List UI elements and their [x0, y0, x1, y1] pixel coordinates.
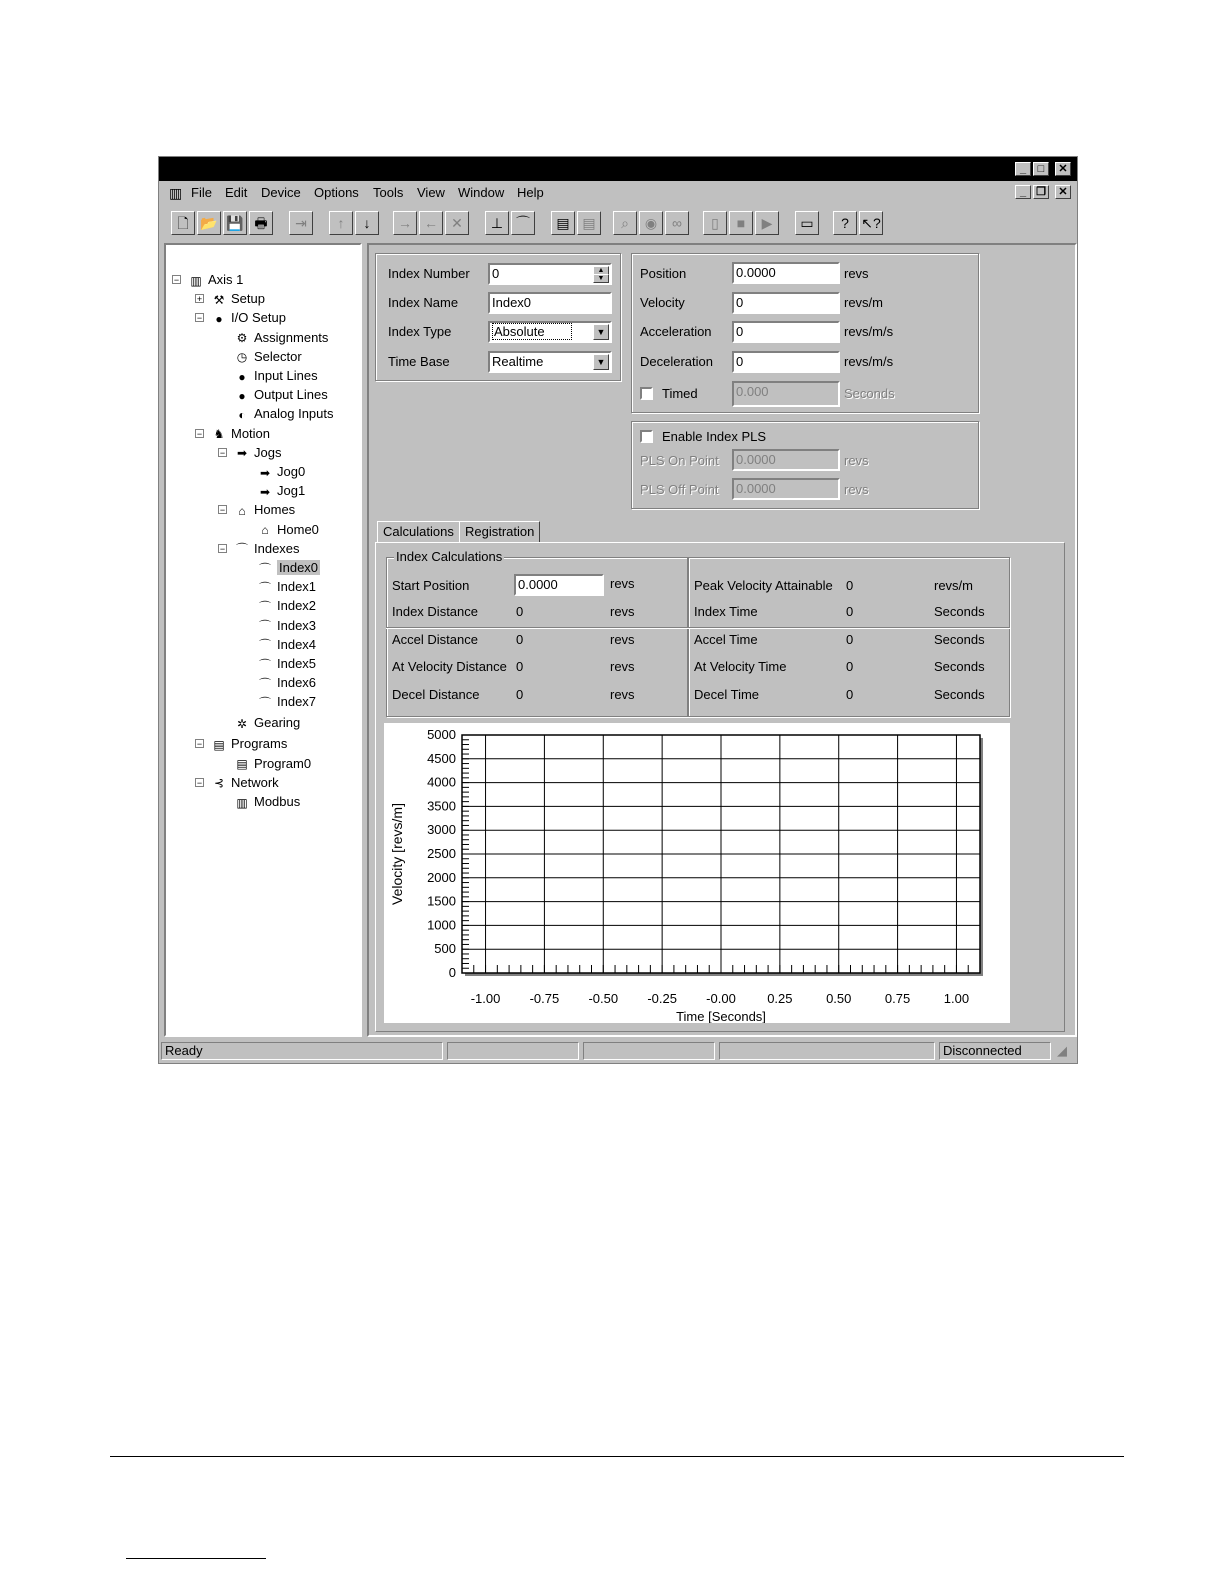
tree-item-label: Jogs [254, 444, 282, 460]
jogs-icon: ➡ [236, 446, 248, 461]
application-window [158, 156, 1078, 1064]
tree-item-label: Setup [231, 291, 265, 307]
time-base-label: Time Base [388, 354, 450, 369]
status-text: Ready [161, 1042, 443, 1060]
y-tick-label: 0 [448, 965, 456, 980]
index-editor-panel [367, 243, 1077, 1037]
menu-bar [159, 181, 1077, 203]
app-icon: ▥ [169, 185, 183, 201]
tree-item-index5[interactable] [257, 655, 316, 673]
indexes-icon: ⌒ [235, 542, 248, 557]
tree-item-label: Index2 [277, 598, 317, 614]
tree-item-label: Modbus [254, 794, 301, 809]
tree-item-label: Program0 [254, 755, 312, 771]
deceleration-label: Deceleration [640, 354, 713, 369]
mdi-minimize-button[interactable]: _ [1015, 185, 1031, 199]
calc-left-value: 0 [516, 604, 524, 619]
spin-down-icon[interactable]: ▼ [593, 274, 609, 283]
calc-left-label: At Velocity Distance [392, 659, 507, 674]
velocity-unit: revs/m [844, 295, 883, 310]
gearing-icon: ✲ [236, 716, 248, 731]
calc-left-unit: revs [610, 659, 635, 674]
calc-right-value: 0 [846, 632, 854, 647]
pls-on-field[interactable]: 0.0000 [732, 449, 840, 471]
x-tick-label: -0.50 [588, 991, 619, 1006]
position-field[interactable]: 0.0000 [732, 262, 840, 284]
index-icon: ⌒ [258, 657, 271, 672]
index-name-label: Index Name [388, 295, 459, 310]
tree-item-selector[interactable] [234, 348, 302, 366]
home-icon: ⌂ [261, 523, 269, 538]
analog-inputs-icon: ◐ [238, 407, 246, 422]
collapse-icon[interactable]: − [196, 777, 203, 788]
velocity-field[interactable]: 0 [732, 292, 840, 314]
output-lines-icon: ● [238, 388, 246, 403]
stop-icon[interactable]: ✕ [445, 211, 469, 235]
calc-right-unit: Seconds [934, 659, 985, 674]
tree-item-analog-inputs[interactable] [234, 405, 334, 423]
calc-right-value: 0 [846, 659, 854, 674]
tree-item-label: Home0 [277, 521, 319, 537]
x-tick-label: 0.50 [826, 991, 852, 1006]
calc-left-value: 0 [516, 687, 524, 702]
toolbar [163, 207, 1073, 241]
y-tick-label: 2000 [427, 869, 456, 885]
upload-icon[interactable]: ↑ [329, 211, 353, 235]
x-tick-label: 0.25 [767, 991, 793, 1006]
tree-item-axis-1[interactable] [188, 271, 243, 289]
network-icon: ⊰ [213, 776, 225, 791]
y-tick-label: 1500 [427, 893, 456, 909]
status-bar [159, 1039, 1077, 1063]
index-pls-group [631, 421, 979, 509]
monitor-icon[interactable]: ◉ [639, 211, 663, 235]
index-icon: ⌒ [258, 695, 271, 710]
status-panel-4 [719, 1042, 935, 1060]
calc-right-value: 0 [846, 604, 854, 619]
axis-icon: ▥ [190, 273, 202, 288]
tree-item-label: Output Lines [254, 387, 328, 403]
index-icon: ⌒ [258, 638, 271, 653]
menu-file[interactable]: File [191, 185, 212, 200]
index-icon: ⌒ [258, 580, 271, 595]
programs-icon: ▤ [213, 737, 225, 752]
tree-item-index3[interactable] [257, 617, 316, 635]
tree-item-setup[interactable] [211, 290, 265, 308]
position-unit: revs [844, 266, 869, 281]
pls-on-label: PLS On Point [640, 453, 719, 468]
index-icon: ⌒ [258, 619, 271, 634]
chevron-down-icon[interactable]: ▼ [593, 324, 609, 340]
enable-pls-label: Enable Index PLS [662, 429, 767, 444]
tree-item-label: I/O Setup [231, 310, 286, 326]
velocity-label: Velocity [640, 295, 685, 310]
calc-left-value: 0 [516, 632, 524, 647]
window-layout-icon[interactable]: ▭ [795, 211, 819, 235]
pls-off-field[interactable]: 0.0000 [732, 478, 840, 500]
tree-item-jog1[interactable] [257, 482, 305, 500]
program-view-icon[interactable]: ▤ [577, 211, 601, 235]
calc-right-label: Accel Time [694, 632, 758, 647]
tree-item-label: Jog0 [277, 464, 306, 479]
mdi-close-button[interactable]: ✕ [1055, 185, 1071, 199]
tree-item-label: Assignments [254, 329, 329, 345]
index-name-field[interactable]: Index0 [488, 292, 612, 314]
calc-right-label: Decel Time [694, 687, 760, 702]
collapse-icon[interactable]: − [196, 739, 203, 750]
calc-left-unit: revs [610, 632, 635, 647]
timed-unit: Seconds [844, 386, 895, 401]
acceleration-unit: revs/m/s [844, 324, 894, 339]
acceleration-label: Acceleration [640, 324, 712, 339]
motion-parameters-group [631, 253, 979, 413]
tree-item-label: Selector [254, 348, 302, 364]
print-icon[interactable]: 🖶 [249, 211, 273, 235]
collapse-icon[interactable]: − [196, 428, 203, 439]
index-type-label: Index Type [388, 324, 452, 339]
io-setup-icon: ● [215, 311, 223, 326]
resize-grip-icon[interactable]: ◢ [1057, 1043, 1067, 1058]
tree-item-i-o-setup[interactable] [211, 309, 286, 327]
position-label: Position [640, 266, 687, 281]
calc-right-unit: Seconds [934, 632, 985, 647]
maximize-button[interactable]: □ [1033, 162, 1049, 176]
index-icon: ⌒ [258, 599, 271, 614]
title-bar [159, 157, 1077, 181]
menu-help[interactable]: Help [517, 185, 544, 200]
drive-icon[interactable]: ▯ [703, 211, 727, 235]
calc-right-label: Index Time [694, 604, 758, 619]
save-icon[interactable]: 💾 [223, 211, 247, 235]
tree-item-label: Jog1 [277, 483, 306, 499]
help-icon[interactable]: ? [833, 211, 857, 235]
menu-view[interactable]: View [417, 185, 445, 200]
x-tick-label: -0.00 [706, 991, 736, 1006]
index-icon: ⌒ [258, 676, 271, 691]
modbus-icon: ▥ [236, 795, 248, 810]
program-icon[interactable]: ▤ [551, 211, 575, 235]
tree-item-label: Index6 [277, 675, 317, 691]
add-index-icon[interactable]: ⊥ [485, 211, 509, 235]
time-base-value: Realtime [492, 354, 544, 369]
y-tick-label: 4000 [427, 774, 456, 790]
calc-left-label: Decel Distance [392, 687, 480, 702]
tree-item-label: Analog Inputs [254, 406, 334, 422]
homes-icon: ⌂ [238, 503, 246, 518]
x-tick-label: 1.00 [943, 991, 970, 1006]
tree-item-label: Index1 [277, 579, 317, 595]
calc-left-unit: revs [610, 687, 635, 702]
new-file-icon[interactable]: 🗋 [171, 211, 195, 235]
calculations-tab-page [375, 542, 1065, 1032]
y-tick-label: 3500 [427, 798, 456, 814]
tree-item-network[interactable] [211, 774, 279, 792]
menu-device[interactable]: Device [261, 185, 301, 200]
pls-off-unit: revs [844, 482, 869, 497]
close-button[interactable]: ✕ [1055, 162, 1071, 176]
x-tick-label: -0.75 [529, 991, 560, 1006]
tree-item-index0[interactable] [257, 559, 320, 577]
index-icon: ⌒ [258, 561, 271, 576]
context-help-icon[interactable]: ↖? [859, 211, 883, 235]
tree-item-motion[interactable] [211, 425, 270, 443]
calc-right-label: Peak Velocity Attainable [694, 578, 833, 593]
spin-up-icon[interactable]: ▲ [593, 266, 609, 275]
tree-item-index6[interactable] [257, 674, 316, 692]
velocity-chart [384, 723, 1010, 1023]
status-panel-3 [583, 1042, 715, 1060]
selector-icon: ◷ [236, 350, 248, 365]
step-forward-icon[interactable]: → [393, 211, 417, 235]
calc-right-label: At Velocity Time [694, 659, 787, 674]
tree-item-label: Motion [231, 425, 271, 441]
calc-right-unit: revs/m [934, 578, 973, 593]
mdi-restore-button[interactable]: ❐ [1033, 185, 1049, 199]
y-tick-label: 4500 [427, 750, 456, 766]
tree-item-index2[interactable] [257, 597, 316, 615]
tree-item-modbus[interactable] [234, 793, 300, 811]
index-number-value: 0 [492, 266, 500, 281]
menu-edit[interactable]: Edit [225, 185, 248, 200]
menu-options[interactable]: Options [314, 185, 359, 200]
x-tick-label: -0.25 [647, 991, 677, 1006]
timed-field[interactable]: 0.000 [732, 381, 840, 407]
calc-left-value: 0 [516, 659, 524, 674]
calc-right-unit: Seconds [934, 604, 985, 619]
stop-motion-icon[interactable]: ■ [729, 211, 753, 235]
collapse-icon[interactable]: − [219, 447, 226, 458]
x-axis-label: Time [Seconds] [676, 1009, 766, 1023]
tree-item-indexes[interactable] [234, 540, 300, 558]
open-folder-icon[interactable]: 📂 [197, 211, 221, 235]
y-tick-label: 1000 [427, 917, 456, 933]
tree-item-label: Index0 [279, 560, 319, 575]
tree-item-index7[interactable] [257, 693, 316, 711]
x-tick-label: 0.75 [884, 991, 911, 1006]
tree-item-input-lines[interactable] [234, 367, 318, 385]
motion-icon: ♞ [213, 427, 225, 442]
collapse-icon[interactable]: − [173, 275, 180, 285]
tree-item-label: Indexes [254, 540, 300, 556]
menu-window[interactable]: Window [458, 185, 505, 200]
timed-label: Timed [662, 386, 698, 401]
tree-item-jogs[interactable] [234, 444, 281, 462]
expand-icon[interactable]: + [196, 294, 203, 305]
index-number-field[interactable] [488, 263, 612, 285]
jog-icon: ➡ [259, 465, 271, 480]
tree-item-label: Index5 [277, 656, 317, 671]
tree-item-label: Network [231, 774, 279, 790]
status-panel-2 [447, 1042, 579, 1060]
tree-item-label: Homes [254, 502, 296, 518]
collapse-icon[interactable]: − [196, 313, 203, 324]
calc-divider [386, 627, 1010, 629]
deceleration-field[interactable]: 0 [732, 351, 840, 373]
connection-status: Disconnected [939, 1042, 1051, 1060]
watch-icon[interactable]: ∞ [665, 211, 689, 235]
pls-on-unit: revs [844, 453, 869, 468]
x-tick-label: -1.00 [470, 991, 501, 1006]
menu-tools[interactable]: Tools [373, 185, 404, 200]
calc-left-label: Accel Distance [392, 632, 478, 647]
calc-group-title: Index Calculations [396, 549, 503, 564]
tree-item-label: Index7 [277, 694, 317, 710]
jog-icon: ➡ [259, 484, 271, 499]
download-icon[interactable]: ↓ [355, 211, 379, 235]
collapse-icon[interactable]: − [219, 543, 226, 554]
program-icon: ▤ [236, 757, 248, 772]
y-axis-label: Velocity [revs/m] [389, 803, 405, 905]
calc-right-value: 0 [846, 687, 854, 702]
acceleration-field[interactable]: 0 [732, 321, 840, 343]
tree-item-gearing[interactable] [234, 714, 300, 732]
calc-right-value: 0 [846, 578, 854, 593]
y-tick-label: 5000 [427, 727, 456, 742]
calc-left-unit: revs [610, 604, 635, 619]
tree-item-label: Index4 [277, 636, 317, 652]
y-tick-label: 2500 [427, 846, 456, 861]
y-tick-label: 3000 [427, 822, 456, 838]
calc-right-unit: Seconds [934, 687, 985, 702]
chevron-down-icon[interactable]: ▼ [593, 354, 609, 370]
tree-item-programs[interactable] [211, 735, 287, 753]
tree-item-index4[interactable] [257, 636, 316, 654]
run-icon[interactable]: ▶ [755, 211, 779, 235]
tab-registration[interactable]: Registration [459, 521, 540, 543]
tree-item-program0[interactable] [234, 755, 311, 773]
y-tick-label: 500 [434, 941, 456, 957]
tree-item-output-lines[interactable] [234, 386, 328, 404]
tree-item-jog0[interactable] [257, 463, 305, 481]
tree-item-label: Gearing [254, 715, 301, 731]
deceleration-unit: revs/m/s [844, 354, 894, 369]
start-position-unit: revs [610, 576, 635, 591]
profile-icon[interactable]: ⌒ [511, 211, 535, 235]
collapse-icon[interactable]: − [219, 505, 226, 516]
velocity-chart-svg [384, 723, 1010, 1023]
footnote-rule [126, 1558, 266, 1559]
calc-left-label: Index Distance [392, 604, 478, 619]
tree-item-assignments[interactable] [234, 329, 328, 347]
index-settings-group [375, 253, 621, 381]
start-position-field[interactable]: 0.0000 [514, 574, 604, 596]
index-type-select[interactable] [488, 321, 612, 343]
time-base-select[interactable] [488, 351, 612, 373]
tree-item-label: Programs [231, 736, 288, 752]
index-type-value: Absolute [492, 323, 572, 340]
page-rule [110, 1456, 1124, 1457]
step-back-icon[interactable]: ← [419, 211, 443, 235]
tree-item-label: Index3 [277, 617, 317, 633]
tree-item-homes[interactable] [234, 501, 295, 519]
tree-item-home0[interactable] [257, 521, 319, 539]
zoom-icon[interactable]: ⌕ [613, 211, 637, 235]
minimize-button[interactable]: _ [1015, 162, 1031, 176]
tree-item-label: Input Lines [254, 368, 318, 383]
input-lines-icon: ● [238, 369, 246, 384]
pls-off-label: PLS Off Point [640, 482, 719, 497]
assignments-icon: ⚙ [236, 331, 248, 346]
tree-item-label: Axis 1 [208, 272, 244, 287]
timed-checkbox[interactable] [640, 387, 653, 400]
export-icon[interactable]: ⇥ [289, 211, 313, 235]
enable-pls-checkbox[interactable] [640, 430, 653, 443]
device-tree [164, 243, 362, 1037]
tab-calculations[interactable]: Calculations [377, 521, 460, 543]
tree-item-index1[interactable] [257, 578, 316, 596]
start-position-label: Start Position [392, 578, 470, 593]
index-number-label: Index Number [388, 266, 470, 281]
setup-icon: ⚒ [213, 292, 225, 307]
